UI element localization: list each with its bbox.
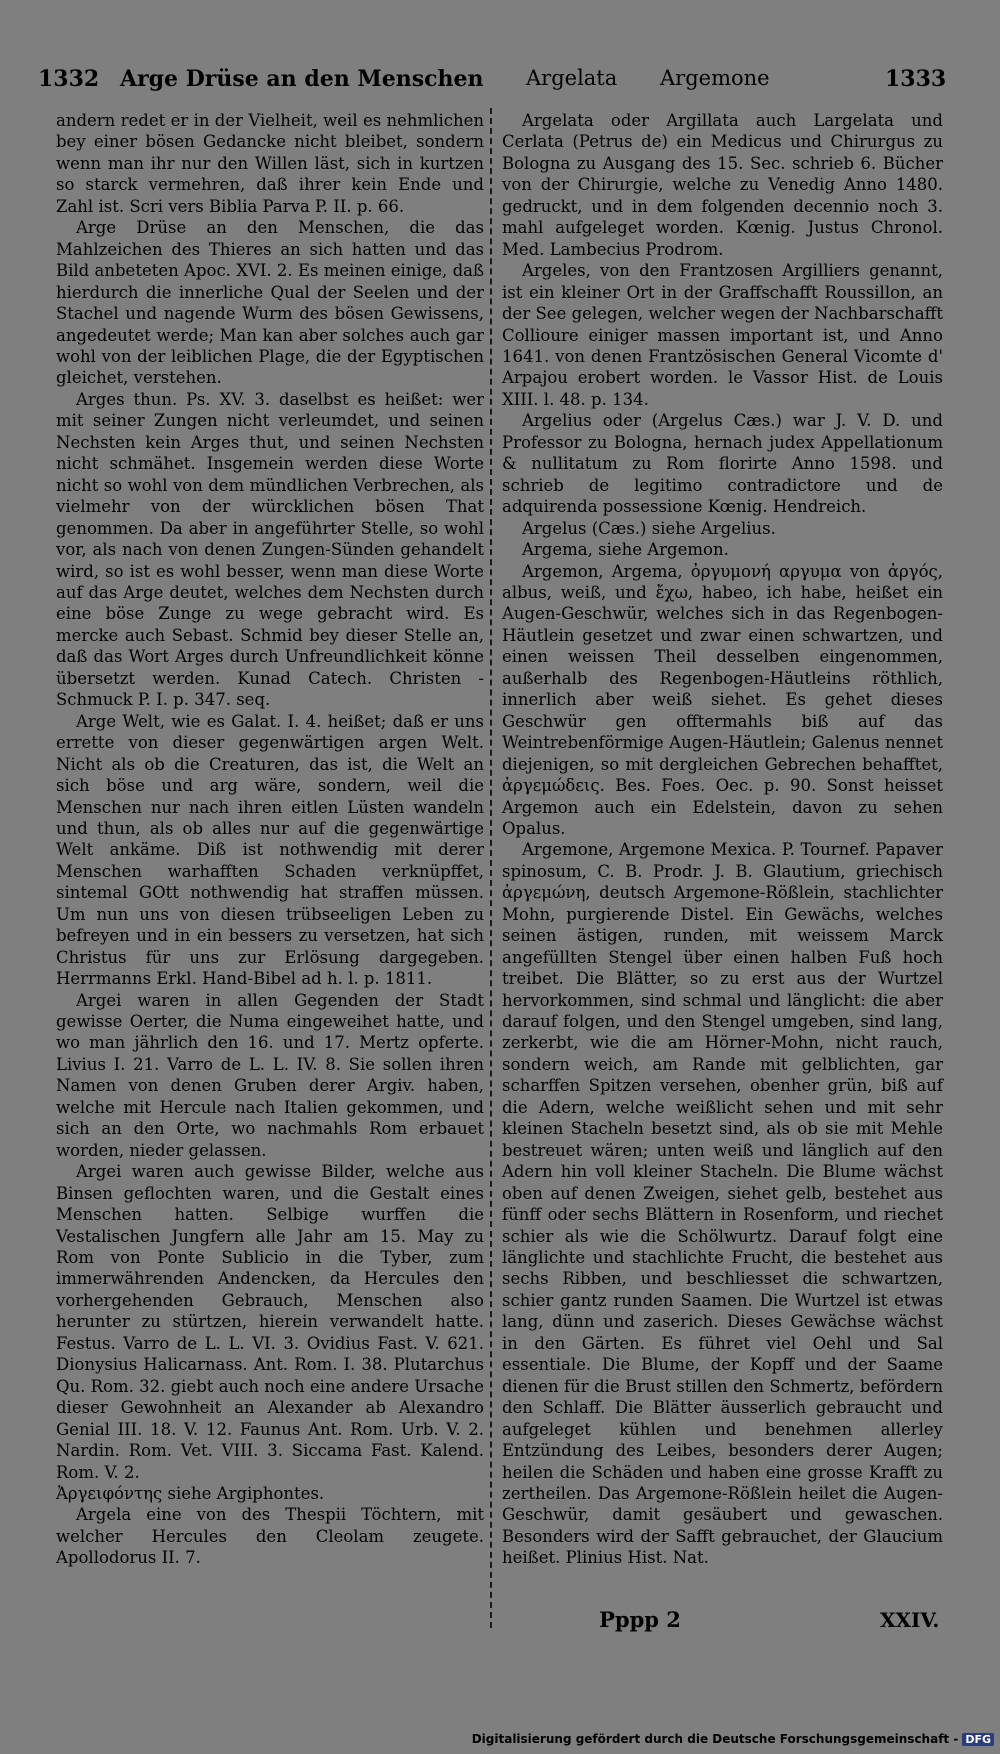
right-entry: Argelius oder (Argelus Cæs.) war J. V. D. und Professor zu Bologna, hernach judex Appellationum & nullitatum zu Rom florirte Anno 1598. und schrieb de legitimo contradictore und de adquirenda possessione Kœnig. Hendreich.: [502, 411, 943, 517]
left-running-title: Arge Drüse an den Menschen: [120, 66, 484, 92]
column-divider: [490, 108, 492, 1628]
right-entry: Argeles, von den Frantzosen Argilliers genannt, ist ein kleiner Ort in der Graffschafft Roussillon, an der See gelegen, welcher wegen der Nachbarschafft Collioure einiger massen important ist, und Anno 1641. von denen Frantzösischen General Vicomte d' Arpajou erobert worden. le Vassor Hist. de Louis XIII. l. 48. p. 134.: [502, 261, 943, 409]
right-entry: Argemone, Argemone Mexica. P. Tournef. Papaver spinosum, C. B. Prodr. J. B. Glautium, griechisch ἀργεμώνη, deutsch Argemone-Rößlein, stachlichter Mohn, purgierende Distel. Ein Gewächs, welches seinen ästigen, runden, mit weissem Marck angefüllten Stengel über einen halben Fuß hoch treibet. Die Blätter, so zu erst aus der Wurtzel hervorkommen, sind schmal und länglicht: die aber darauf folgen, und den Stengel umgeben, sind lang, zerkerbt, wie die am Hörner-Mohn, nicht rauch, sondern weich, am Rande mit gelblichten, gar scharffen Spitzen versehen, obenher grün, biß auf die Adern, welche weißlicht sehen und mit sehr kleinen Stacheln besetzt sind, als ob sie mit Mehle bestreuet wären; unten weiß und länglich auf den Adern hin voll kleiner Stacheln. Die Blume wächst oben auf denen Zweigen, siehet gelb, bestehet aus fünff oder sechs Blättern in Rosenform, und riechet schier als wie die Schölwurtz. Darauf folgt eine länglichte und stachlichte Frucht, die bestehet aus sechs Ribben, und beschliesset die schwartzen, schier gantz runden Saamen. Die Wurtzel ist etwas lang, dünn und zaserich. Dieses Gewächse wächst in den Gärten. Es führet viel Oehl und Sal essentiale. Die Blume, der Kopff und der Saame dienen für die Brust stillen den Schmertz, befördern den Schlaff. Die Blätter äusserlich gebraucht und aufgeleget kühlen und benehmen allerley Entzündung des Leibes, besonders derer Augen; heilen die Schäden und haben eine grosse Krafft zu zertheilen. Das Argemone-Rößlein heilet die Augen-Geschwür, damit gesäubert und gewaschen. Besonders wird der Safft gebrauchet, der Glaucium heißet. Plinius Hist. Nat.: [502, 840, 943, 1568]
footer-text: Digitalisierung gefördert durch die Deutsche Forschungsgemeinschaft -: [471, 1732, 959, 1746]
left-page-number: 1332: [38, 66, 100, 92]
left-entry: Arges thun. Ps. XV. 3. daselbst es heißet: wer mit seiner Zungen nicht verleumdet, und seinen Nechsten kein Arges thut, und seinen Nechsten nicht schmähet. Insgemein werden diese Worte nicht so wohl von dem mündlichen Verbrechen, als vielmehr von der würcklichen bösen That genommen. Da aber in angeführter Stelle, so wohl vor, als nach von denen Zungen-Sünden gehandelt wird, so ist es wohl besser, wenn man diese Worte auf das Arge deutet, welches dem Nechsten durch eine böse Zunge zu wege gebracht wird. Es mercke auch Sebast. Schmid bey dieser Stelle an, daß das Wort Arges durch Unfreundlichkeit könne übersetzt werden. Kunad Catech. Christen - Schmuck P. I. p. 347. seq.: [56, 389, 484, 710]
left-entry: andern redet er in der Vielheit, weil es nehmlichen bey einer bösen Gedancke nicht bleibet, sondern wenn man ihr nur den Willen läst, sich in kurtzen so starck vermehren, daß ihrer kein Ende und Zahl ist. Scri vers Biblia Parva P. II. p. 66.: [56, 111, 484, 216]
dfg-logo: DFG: [962, 1733, 994, 1746]
right-entry: Argelus (Cæs.) siehe Argelius.: [522, 518, 776, 538]
left-entry: Arge Drüse an den Menschen, die das Mahlzeichen des Thieres an sich hatten und das Bild anbeteten Apoc. XVI. 2. Es meinen einige, daß hierdurch die innerliche Qual der Seelen und der Stachel und nagende Wurm des bösen Gewissens, angedeutet werde; Man kan aber solches auch gar wohl von der leiblichen Plage, die der Egyptischen gleichet, verstehen.: [56, 218, 484, 388]
left-entry: Argela eine von des Thespii Töchtern, mit welcher Hercules den Cleolam zeugete. Apollodorus II. 7.: [56, 1505, 484, 1568]
right-entry: Argelata oder Argillata auch Largelata und Cerlata (Petrus de) ein Medicus und Chirurgus zu Bologna zu Ausgang des 15. Sec. schrieb 6. Bücher von der Chirurgie, welche zu Venedig Anno 1480. gedruckt, und in dem folgenden decennio noch 3. mahl aufgeleget worden. Kœnig. Justus Chronol. Med. Lambecius Prodrom.: [502, 111, 943, 259]
right-page-number: 1333: [885, 66, 947, 92]
right-running-word-1: Argelata: [526, 66, 618, 90]
left-entry: Argei waren in allen Gegenden der Stadt gewisse Oerter, die Numa eingeweihet hatte, und wo man jährlich den 16. und 17. Mertz opferte. Livius I. 21. Varro de L. L. IV. 8. Sie sollen ihren Namen von denen Gruben derer Argiv. haben, welche mit Hercule nach Italien gekommen, und sich an den Orte, wo nachmahls Rom erbauet worden, nieder gelassen.: [56, 990, 484, 1160]
right-column: [502, 110, 943, 1569]
right-running-word-2: Argemone: [660, 66, 770, 90]
left-entry: Arge Welt, wie es Galat. I. 4. heißet; daß er uns errette von dieser gegenwärtigen argen Welt. Nicht als ob die Creaturen, das ist, die Welt an sich böse und arg wäre, sondern, weil die Menschen nur nach ihren eitlen Lüsten wandeln und thun, als ob alles nur auf die gegenwärtige Welt ankäme. Diß ist nothwendig mit derer Menschen warhafften Schaden verknüpffet, sintemal GOtt nothwendig hat straffen müssen. Um nun uns von diesen trübseeligen Leben zu befreyen und in ein bessers zu versetzen, hat sich Christus für uns zur Erlösung dargegeben. Herrmanns Erkl. Hand-Bibel ad h. l. p. 1811.: [56, 711, 484, 989]
catchword: XXIV.: [880, 1608, 940, 1632]
footer: [472, 1732, 994, 1746]
right-entry: Argemon, Argema, ὀργυμονή αργυμα von ἀργός, albus, weiß, und ἔχω, habeo, ich habe, heißet ein Augen-Geschwür, welches sich in das Regenbogen-Häutlein gesetzet und zwar einen schwartzen, und einen weissen Theil desselben eingenommen, außerhalb des Regenbogen-Häutleins röthlich, innerlich aber weiß siehet. Es gehet dieses Geschwür gen offtermahls biß auf das Weintrebenförmige Augen-Häutlein; Galenus nennet diejenigen, so mit dergleichen Gebrechen behafftet, ἀργεμώδεις. Bes. Foes. Oec. p. 90. Sonst heisset Argemon auch ein Edelstein, davon zu sehen Opalus.: [502, 561, 943, 838]
left-entry: Argei waren auch gewisse Bilder, welche aus Binsen geflochten waren, und die Gestalt eines Menschen hatten. Selbige wurffen die Vestalischen Jungfern alle Jahr am 15. May zu Rom von Ponte Sublicio in die Tyber, zum immerwährenden Andencken, da Hercules den vorhergehenden Gebrauch, Menschen also herunter zu stürtzen, hierein verwandelt hatte. Festus. Varro de L. L. VI. 3. Ovidius Fast. V. 621. Dionysius Halicarnass. Ant. Rom. I. 38. Plutarchus Qu. Rom. 32. giebt auch noch eine andere Ursache dieser Gewohnheit an Alexander ab Alexandro Genial III. 18. V. 12. Faunus Ant. Rom. Urb. V. 2. Nardin. Rom. Vet. VIII. 3. Siccama Fast. Kalend. Rom. V. 2.: [56, 1162, 485, 1482]
left-entry: Ἀργειφόντης siehe Argiphontes.: [56, 1484, 325, 1503]
signature-mark: Pppp 2: [599, 1607, 681, 1632]
left-column: [56, 110, 484, 1569]
right-entry: Argema, siehe Argemon.: [522, 540, 729, 560]
